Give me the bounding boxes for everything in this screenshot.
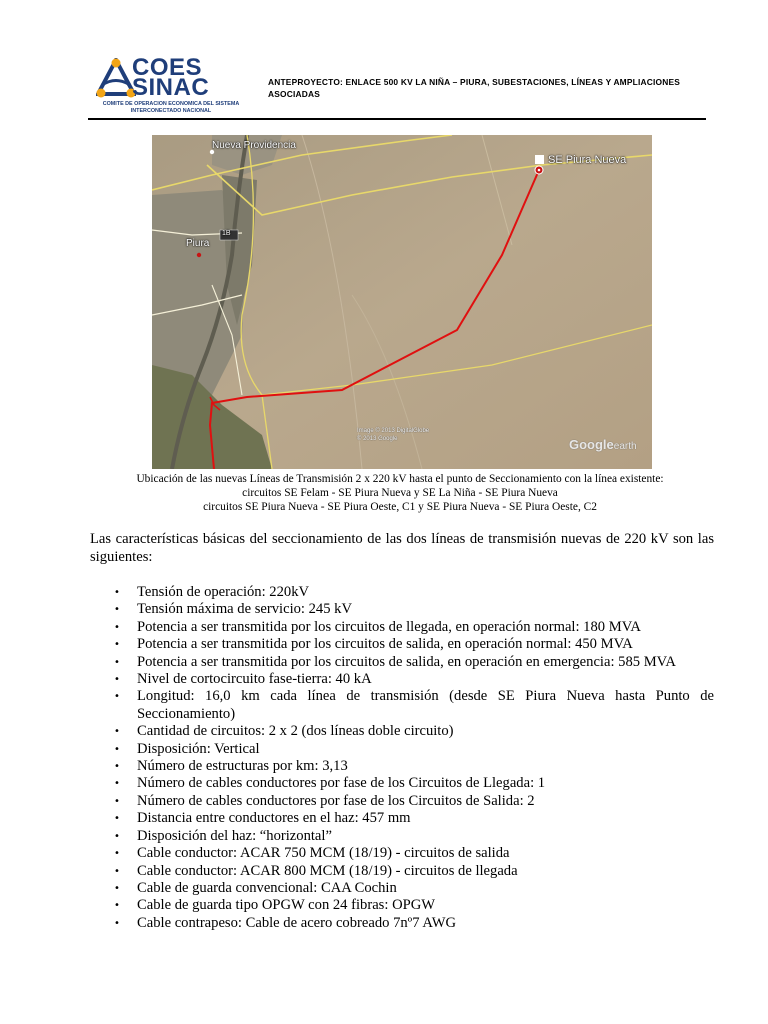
list-item-text: Disposición: Vertical [137,740,260,757]
list-item-text: Cable conductor: ACAR 750 MCM (18/19) - circuitos de salida [137,845,510,862]
list-item [90,915,714,932]
list-item [90,758,714,775]
list-item-text: Longitud: 16,0 km cada línea de transmisión (desde SE Piura Nueva hasta Punto de Seccionamiento) [137,688,714,722]
list-item-text: Cable de guarda tipo OPGW con 24 fibras: OPGW [137,897,436,914]
list-item-text: Potencia a ser transmitida por los circuitos de llegada, en operación normal: 180 MVA [137,618,641,635]
bullet-icon: • [114,848,120,860]
list-item [90,793,714,810]
caption-line1: Ubicación de las nuevas Líneas de Transmisión 2 x 220 kV hasta el punto de Seccionamiento con la línea existente: [136,473,664,485]
bullet-icon: • [114,726,120,738]
list-item [90,828,714,845]
bullet-icon: • [114,743,120,755]
map-copyright-line2: © 2013 Google [357,436,398,442]
caption-line3: circuitos SE Piura Nueva - SE Piura Oeste, C1 y SE Piura Nueva - SE Piura Oeste, C2 [203,501,597,513]
list-item-text: Disposición del haz: “horizontal” [137,827,332,844]
list-item-text: Distancia entre conductores en el haz: 457 mm [137,810,411,827]
list-item [90,897,714,914]
list-item-text: Número de estructuras por km: 3,13 [137,758,348,775]
google-earth-watermark [569,437,637,452]
list-item-text: Potencia a ser transmitida por los circuitos de salida, en operación en emergencia: 585 MVA [137,653,676,670]
map-copyright-line1: Image © 2013 DigitalGlobe [357,428,430,434]
logo-subtitle-line2: INTERCONECTADO NACIONAL [130,108,212,114]
header-divider [88,118,706,120]
list-item-text: Número de cables conductores por fase de los Circuitos de Llegada: 1 [137,775,546,792]
bullet-icon: • [114,604,120,616]
map-label-piura: Piura [186,238,210,249]
bullet-icon: • [114,900,120,912]
list-item [90,880,714,897]
piura-marker-icon [197,253,201,257]
list-item [90,810,714,827]
map-copyright [357,427,429,443]
satellite-map-image [152,135,652,469]
list-item-text: Número de cables conductores por fase de los Circuitos de Salida: 2 [137,792,535,809]
map-label-road: 1B [222,230,231,237]
list-item-text: Tensión de operación: 220kV [137,584,310,600]
list-item [90,863,714,880]
list-item-text: Potencia a ser transmitida por los circuitos de salida, en operación normal: 450 MVA [137,636,633,653]
logo-coes-text: COES [132,54,203,81]
figure-caption [90,472,710,514]
bullet-icon: • [114,830,120,842]
bullet-icon: • [114,917,120,929]
bullet-icon: • [114,639,120,651]
map-label-nueva-providencia: Nueva Providencia [212,140,296,151]
document-header-title: ANTEPROYECTO: ENLACE 500 KV LA NIÑA – PIURA, SUBESTACIONES, LÍNEAS Y AMPLIACIONES ASOCIADAS [268,77,681,99]
map-label-se-piura-nueva: SE Piura Nueva [548,154,627,166]
bullet-icon: • [114,621,120,633]
list-item-text: Cable contrapeso: Cable de acero cobreado 7nº7 AWG [137,914,457,931]
map-canvas [152,135,652,469]
list-item [90,845,714,862]
list-item [90,671,714,688]
bullet-icon: • [114,587,120,598]
coes-sinac-logo [88,56,253,120]
list-item [90,723,714,740]
bullet-icon: • [114,778,120,790]
intro-paragraph: Las características básicas del seccionamiento de las dos líneas de transmisión nuevas de 220 kV son las siguientes: [90,531,714,565]
page-header [88,50,706,120]
google-brand: Google [569,437,614,452]
logo-subtitle-line1: COMITE DE OPERACION ECONOMICA DEL SISTEMA [102,101,240,107]
bullet-icon: • [114,865,120,877]
caption-line2: circuitos SE Felam - SE Piura Nueva y SE La Niña - SE Piura Nueva [242,487,558,499]
bullet-icon: • [114,761,120,773]
bullet-icon: • [114,813,120,825]
list-item [90,688,714,723]
list-item [90,584,714,601]
logo-triangle-icon [96,58,136,100]
list-item-text: Cantidad de circuitos: 2 x 2 (dos líneas doble circuito) [137,723,454,740]
list-item [90,619,714,636]
bullet-icon: • [114,691,120,703]
list-item [90,601,714,618]
list-item-text: Tensión máxima de servicio: 245 kV [137,601,353,618]
list-item [90,636,714,653]
logo-sinac-text: SINAC [132,74,210,101]
list-item [90,775,714,792]
list-item-text: Cable conductor: ACAR 800 MCM (18/19) - circuitos de llegada [137,862,518,879]
bullet-icon: • [114,882,120,894]
list-item [90,741,714,758]
google-brand-suffix: earth [613,441,637,452]
list-item-text: Nivel de cortocircuito fase-tierra: 40 kA [137,671,372,688]
bullet-icon: • [114,674,120,686]
bullet-icon: • [114,656,120,668]
bullet-icon: • [114,795,120,807]
characteristics-list [90,584,714,932]
list-item-text: Cable de guarda convencional: CAA Cochin [137,879,397,896]
list-item [90,654,714,671]
